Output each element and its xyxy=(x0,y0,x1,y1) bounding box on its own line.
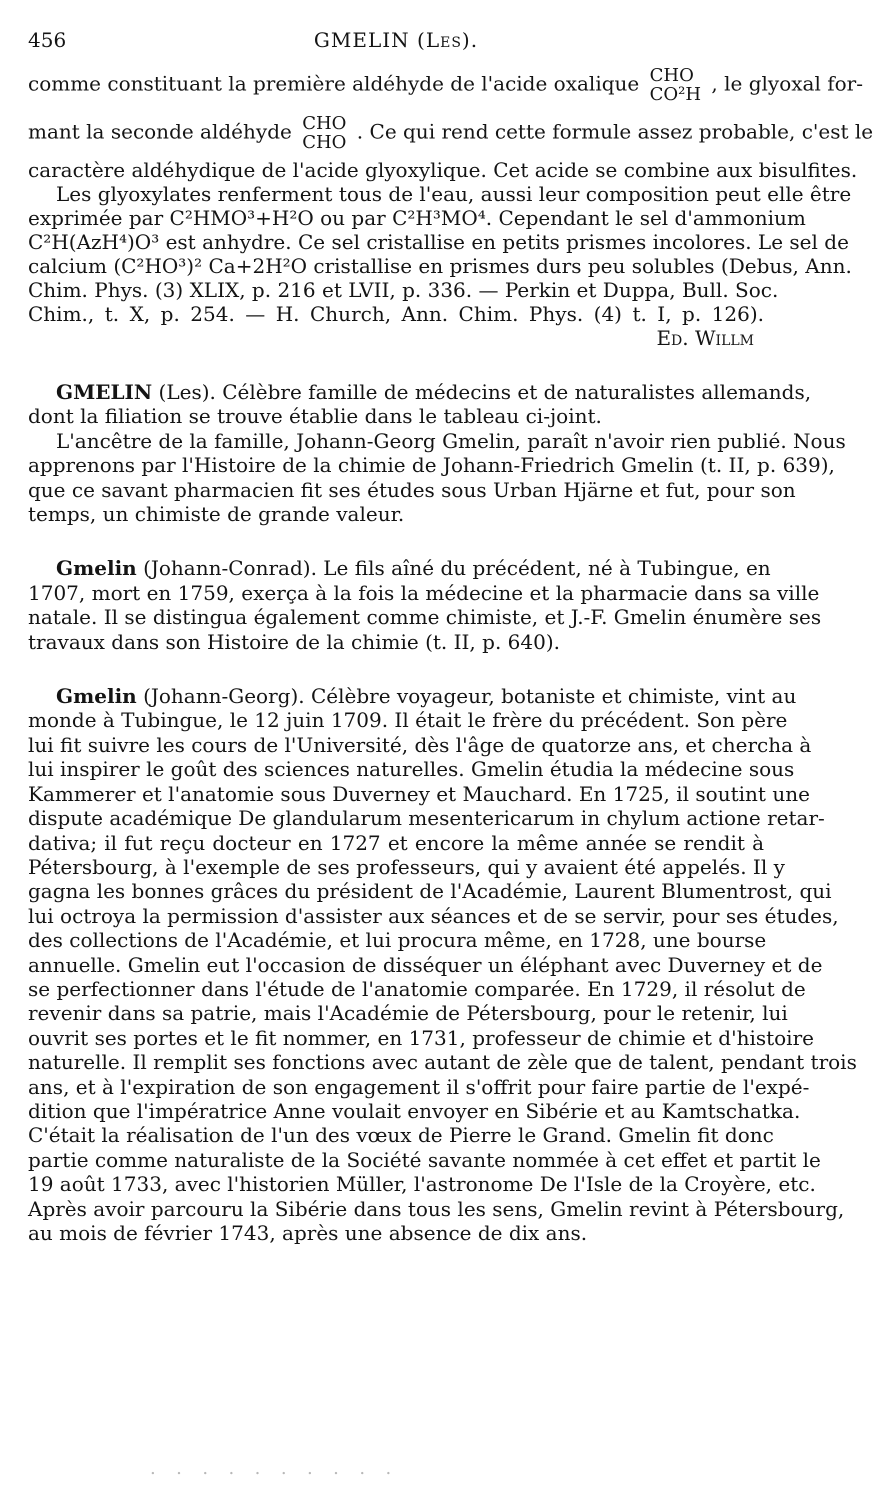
text-line: lui inspirer le goût des sciences naturelles. Gmelin étudia la médecine sous xyxy=(28,757,795,782)
text-span: mant la seconde aldéhyde xyxy=(28,119,292,144)
text-line: dispute académique De glandularum mesentericarum in chylum actione retar- xyxy=(28,806,825,831)
document-page xyxy=(28,20,873,1245)
text-line: natale. Il se distingua également comme chimiste, et J.-F. Gmelin énumère ses xyxy=(28,605,822,630)
text-line: temps, un chimiste de grande valeur. xyxy=(28,502,405,527)
text-line: apprenons par l'Histoire de la chimie de Johann-Friedrich Gmelin (t. II, p. 639), xyxy=(28,453,835,478)
text-line xyxy=(28,65,863,105)
text-line: travaux dans son Histoire de la chimie (t. II, p. 640). xyxy=(28,629,560,654)
text-line: dont la filiation se trouve établie dans le tableau ci-joint. xyxy=(28,404,602,429)
text-line: ouvrit ses portes et le fit nommer, en 1731, professeur de chimie et d'histoire xyxy=(28,1025,814,1050)
text-line: que ce savant pharmacien fit ses études sous Urban Hjärne et fut, pour son xyxy=(28,477,796,502)
formula-bottom: CHO xyxy=(302,132,347,153)
text-line: monde à Tubingue, le 12 juin 1709. Il était le frère du précédent. Son père xyxy=(28,708,788,733)
text-line: lui octroya la permission d'assister aux séances et de se servir, pour ses études, xyxy=(28,903,839,928)
text-line: L'ancêtre de la famille, Johann-Georg Gmelin, paraît n'avoir rien publié. Nous xyxy=(56,428,846,453)
text-line: dition que l'impératrice Anne voulait envoyer en Sibérie et au Kamtschatka. xyxy=(28,1098,801,1123)
formula-fraction xyxy=(302,114,346,152)
text-span: (Les). Célèbre famille de médecins et de naturalistes allemands, xyxy=(158,380,812,404)
text-line: lui fit suivre les cours de l'Université, dès l'âge de quatorze ans, et chercha à xyxy=(28,732,812,757)
text-span: (Johann-Georg). Célèbre voyageur, botaniste et chimiste, vint au xyxy=(143,684,797,709)
entry-gmelin-johann-conrad xyxy=(28,556,822,654)
running-title xyxy=(28,28,764,52)
text-line: exprimée par C²HMO³+H²O ou par C²H³MO⁴. Cependant le sel d'ammonium xyxy=(28,206,806,230)
page-header xyxy=(28,20,764,60)
text-line xyxy=(28,380,812,404)
formula-fraction xyxy=(650,66,701,104)
entry-gmelin-les xyxy=(28,380,846,527)
text-span: (Johann-Conrad). Le fils aîné du précédent, né à Tubingue, en xyxy=(143,556,771,581)
text-line xyxy=(28,684,797,709)
formula-top: CHO xyxy=(649,65,694,86)
text-line: se perfectionner dans l'étude de l'anatomie comparée. En 1729, il résolut de xyxy=(28,976,806,1001)
text-span: comme constituant la première aldéhyde de l'acide oxalique xyxy=(28,71,640,96)
text-line xyxy=(28,556,771,581)
text-line: ans, et à l'expiration de son engagement il s'offrit pour faire partie de l'expé- xyxy=(28,1074,810,1099)
text-line: Après avoir parcouru la Sibérie dans tous les sens, Gmelin revint à Pétersbourg, xyxy=(28,1196,845,1221)
text-line: Pétersbourg, à l'exemple de ses professeurs, qui y avaient été appelés. Il y xyxy=(28,854,785,879)
bleed-through-text: . . . . . . . . . . xyxy=(150,1458,395,1479)
text-line: Kammerer et l'anatomie sous Duverney et Mauchard. En 1725, il soutint une xyxy=(28,781,810,806)
entry-heading: GMELIN xyxy=(56,380,153,404)
text-line: C'était la réalisation de l'un des vœux de Pierre le Grand. Gmelin fit donc xyxy=(28,1123,774,1148)
text-line: C²H(AzH⁴)O³ est anhydre. Ce sel cristallise en petits prismes incolores. Le sel de xyxy=(28,230,849,254)
text-line: naturelle. Il remplit ses fonctions avec autant de zèle que de talent, pendant trois xyxy=(28,1050,857,1075)
text-line: caractère aldéhydique de l'acide glyoxylique. Cet acide se combine aux bisulfites. xyxy=(28,158,858,182)
text-span: . Ce qui rend cette formule assez probable, c'est le xyxy=(356,119,873,144)
entry-heading: Gmelin xyxy=(56,684,137,709)
text-line: dativa; il fut reçu docteur en 1727 et encore la même année se rendit à xyxy=(28,830,764,855)
text-span: , le glyoxal for- xyxy=(711,71,863,96)
text-line: Chim. Phys. (3) XLIX, p. 216 et LVII, p. 336. — Perkin et Duppa, Bull. Soc. xyxy=(28,278,779,302)
text-line: 19 août 1733, avec l'historien Müller, l'astronome De l'Isle de la Croyère, etc. xyxy=(28,1172,816,1197)
running-title-suffix: (Les). xyxy=(417,28,479,52)
formula-top: CHO xyxy=(302,113,347,134)
text-line: au mois de février 1743, après une absence de dix ans. xyxy=(28,1221,588,1245)
text-line: 1707, mort en 1759, exerça à la fois la médecine et la pharmacie dans sa ville xyxy=(28,580,820,605)
text-line: partie comme naturaliste de la Société savante nommée à cet effet et partit le xyxy=(28,1147,821,1172)
author-signature: Ed. Willm xyxy=(656,326,754,350)
text-line xyxy=(28,113,873,153)
text-line: des collections de l'Académie, et lui procura même, en 1728, une bourse xyxy=(28,928,767,953)
text-line: revenir dans sa patrie, mais l'Académie de Pétersbourg, pour le retenir, lui xyxy=(28,1001,788,1026)
entry-gmelin-johann-georg xyxy=(28,684,857,1245)
text-line: gagna les bonnes grâces du président de l'Académie, Laurent Blumentrost, qui xyxy=(28,879,832,904)
formula-bottom: CO²H xyxy=(649,84,702,105)
entry-heading: Gmelin xyxy=(56,556,137,581)
running-title-name: GMELIN xyxy=(313,28,410,52)
text-line: calcium (C²HO³)² Ca+2H²O cristallise en prismes durs peu solubles (Debus, Ann. xyxy=(28,254,852,278)
page-number: 456 xyxy=(28,28,67,52)
section-glyoxylic-acid xyxy=(28,65,873,350)
text-line: annuelle. Gmelin eut l'occasion de disséquer un éléphant avec Duverney et de xyxy=(28,952,823,977)
text-line: Chim., t. X, p. 254. — H. Church, Ann. Chim. Phys. (4) t. I, p. 126). xyxy=(28,302,764,326)
text-line: Les glyoxylates renferment tous de l'eau, aussi leur composition peut elle être xyxy=(56,182,852,206)
